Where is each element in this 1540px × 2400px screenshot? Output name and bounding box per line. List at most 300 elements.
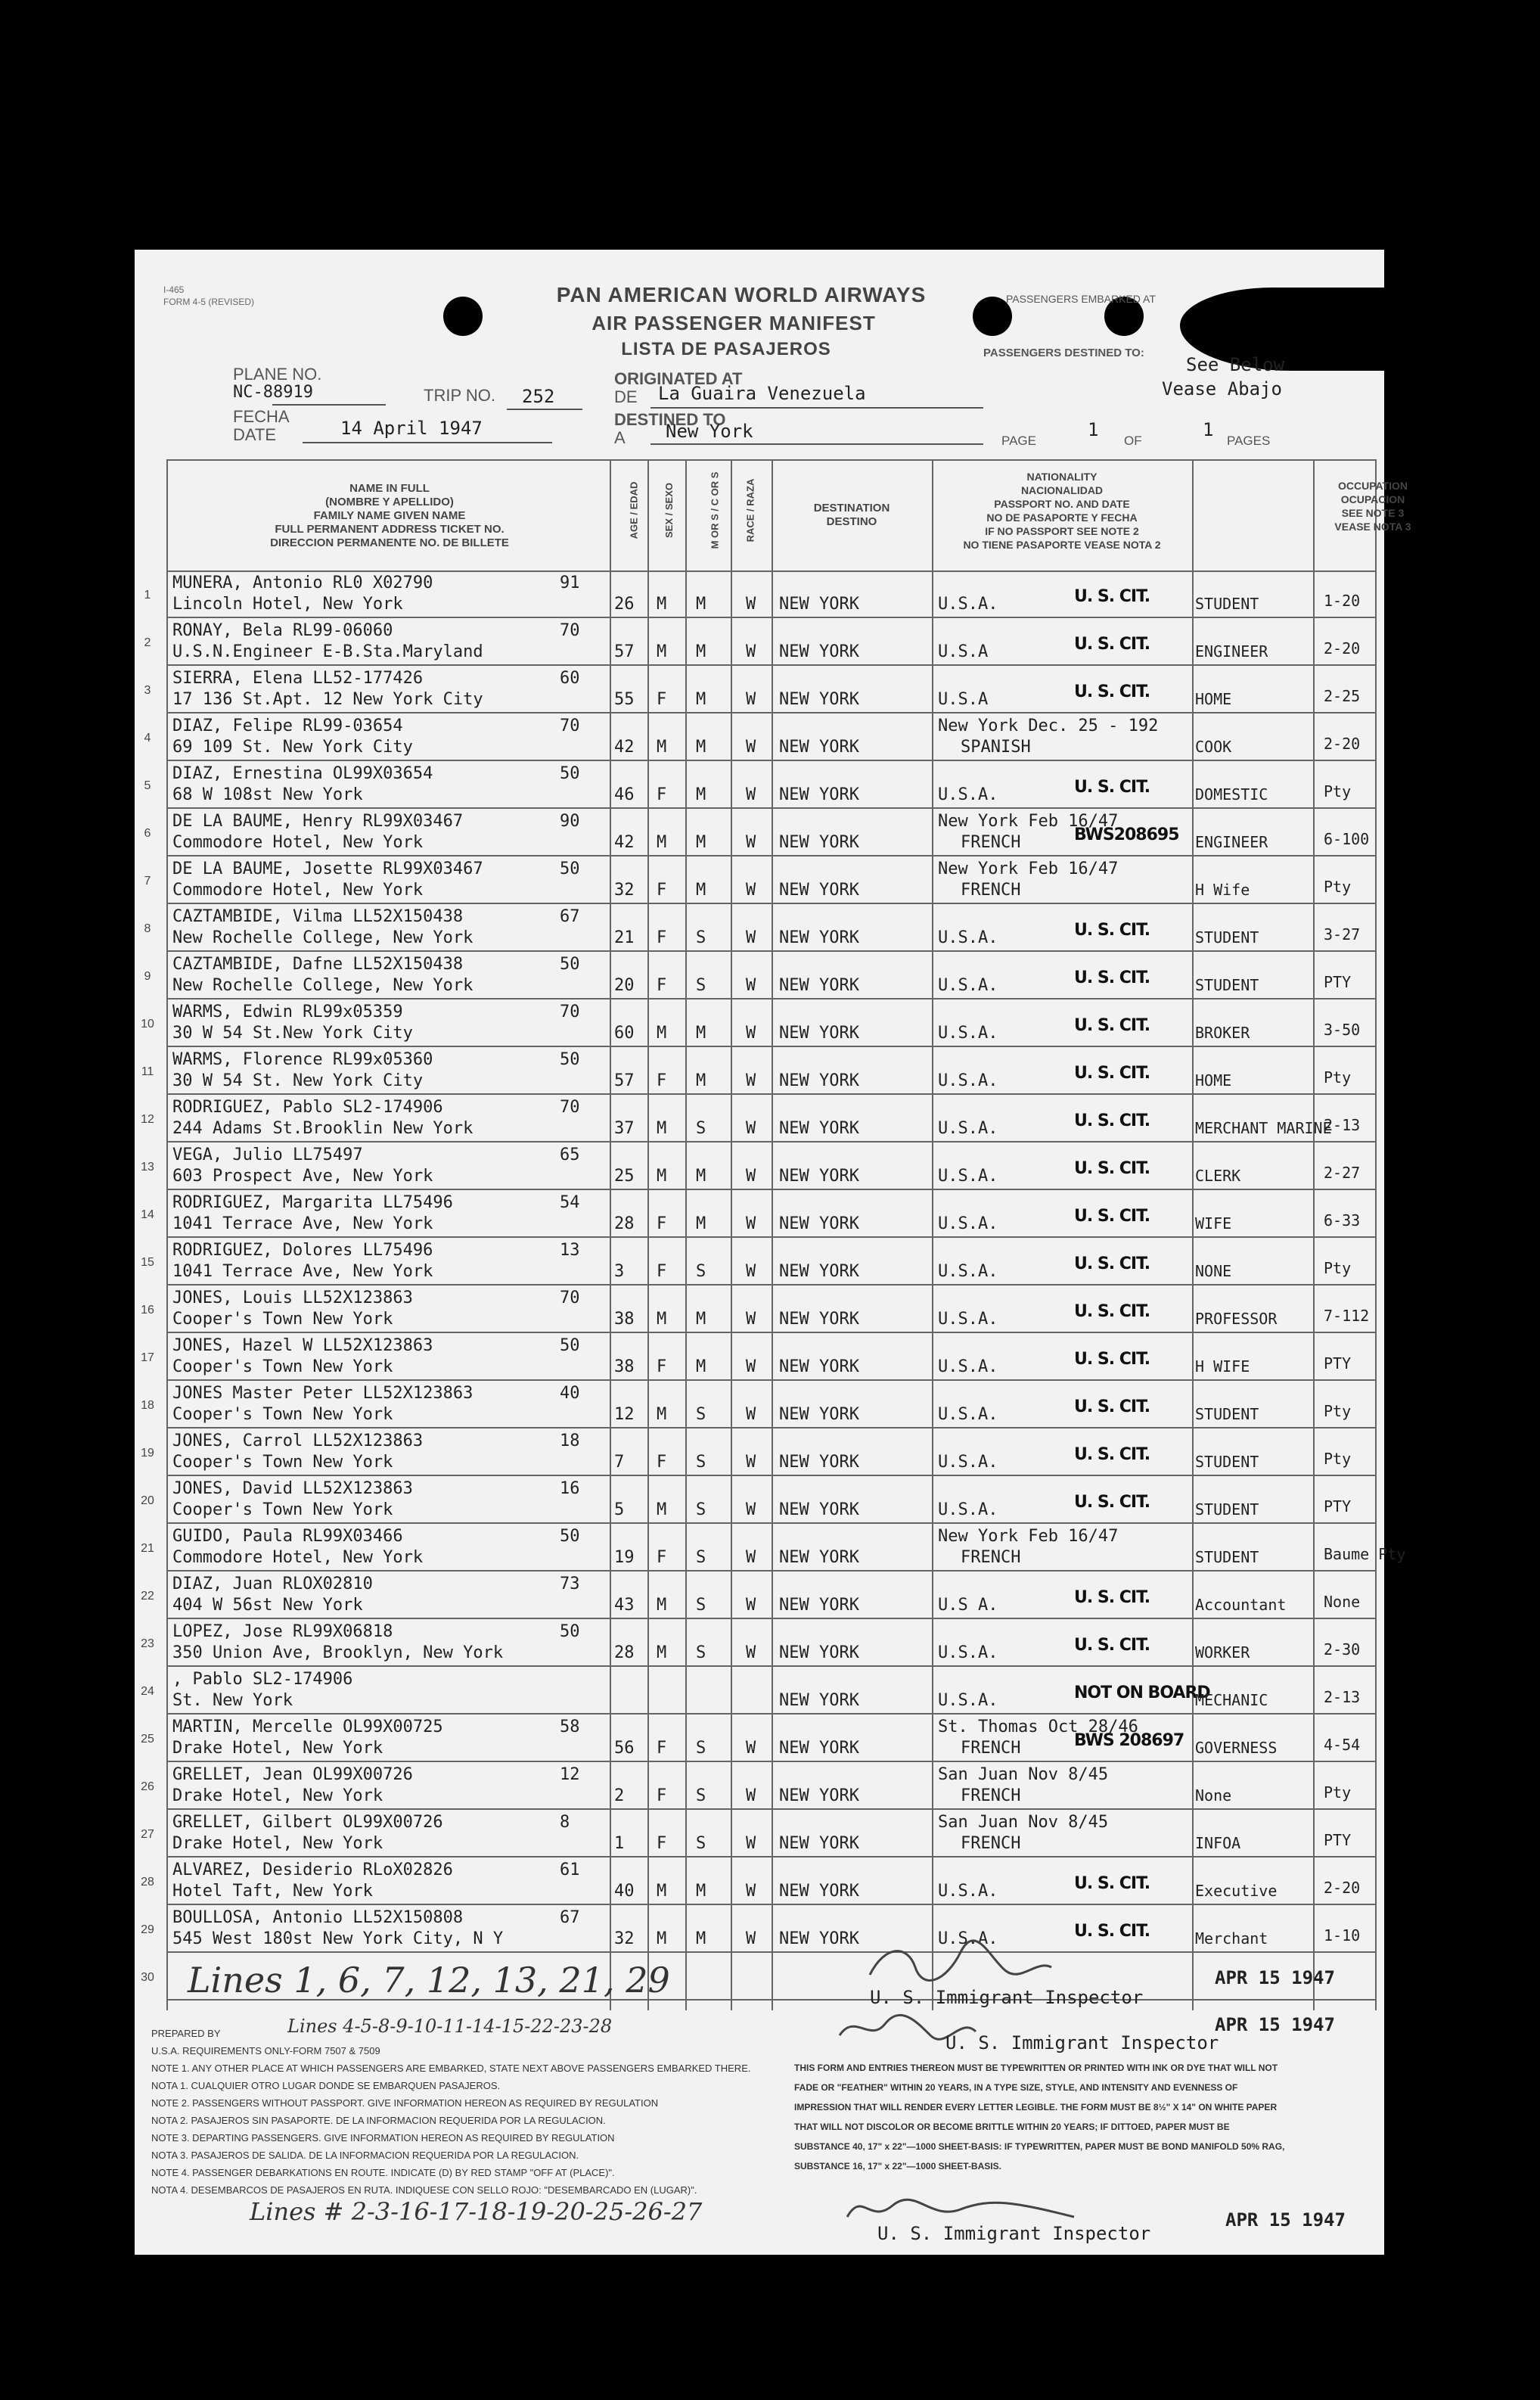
table-row: [144, 952, 1377, 999]
cell-ticket: 90: [560, 812, 580, 831]
cell-sex: F: [657, 1262, 667, 1281]
cell-nat: U.S.A.: [938, 1643, 998, 1662]
cell-occ: STUDENT: [1195, 1548, 1259, 1566]
table-row: [144, 761, 1377, 809]
cell-age: 57: [614, 1071, 635, 1090]
cell-nat: New York Feb 16/47: [938, 1527, 1119, 1546]
cell-nat: U.S A.: [938, 1596, 998, 1615]
cell-ticket: 73: [560, 1575, 580, 1593]
inspector-signature: [862, 1937, 1059, 1990]
table-row: [141, 1381, 1377, 1428]
cell-dest: NEW YORK: [779, 785, 859, 804]
cell-name: DIAZ, Felipe RL99-03654: [172, 717, 403, 735]
destined-value: New York: [666, 421, 753, 442]
cell-name: RODRIGUEZ, Pablo SL2-174906: [172, 1098, 443, 1117]
cell-ticket: 91: [560, 574, 580, 592]
cell-occ: H Wife: [1195, 881, 1250, 899]
cell-occ: NONE: [1195, 1262, 1232, 1280]
cell-name: DE LA BAUME, Henry RL99X03467: [172, 812, 464, 831]
cell-age: 28: [614, 1214, 635, 1233]
page-label: PAGE: [1001, 434, 1036, 448]
cell-race: W: [746, 1453, 756, 1472]
cell-occ: STUDENT: [1195, 976, 1259, 994]
table-row: [141, 1524, 1406, 1572]
cell-sex: F: [657, 881, 667, 900]
table-row: [141, 1095, 1377, 1142]
pages-value: 1: [1203, 419, 1214, 440]
cell-race: W: [746, 738, 756, 757]
cell-stamp: U. S. CIT.: [1074, 1207, 1150, 1226]
cell-age: 38: [614, 1310, 635, 1329]
cell-sex: M: [657, 1167, 667, 1186]
cell-age: 38: [614, 1357, 635, 1376]
cell-name: GUIDO, Paula RL99X03466: [172, 1527, 403, 1546]
table-row: [141, 1476, 1377, 1524]
cell-addr: Commodore Hotel, New York: [172, 1548, 424, 1567]
cell-nat: U.S.A.: [938, 928, 998, 947]
cell-sex: M: [657, 1119, 667, 1138]
cell-bag: Pty: [1324, 1068, 1352, 1087]
cell-stamp: BWS208695: [1074, 825, 1179, 844]
destined-to-label: DESTINED TO: [614, 410, 726, 429]
cell-bag: Pty: [1324, 1259, 1352, 1277]
cell-stamp: U. S. CIT.: [1074, 1445, 1150, 1464]
table-row: [144, 618, 1377, 666]
cell-ticket: 18: [560, 1432, 580, 1450]
de-label: DE: [614, 387, 638, 406]
cell-stamp: U. S. CIT.: [1074, 1636, 1150, 1655]
cell-bag: 2-27: [1324, 1164, 1361, 1182]
cell-age: 20: [614, 976, 635, 995]
cell-age: 57: [614, 642, 635, 661]
cell-age: 32: [614, 1929, 635, 1948]
cell-race: W: [746, 785, 756, 804]
cell-bag: 2-25: [1324, 687, 1361, 705]
cell-name: JONES, Hazel W LL52X123863: [172, 1336, 433, 1355]
cell-race: W: [746, 1882, 756, 1901]
cell-dest: NEW YORK: [779, 738, 859, 757]
cell-ms: S: [696, 1119, 706, 1138]
cell-race: W: [746, 1024, 756, 1043]
cell-occ: HOME: [1195, 690, 1232, 708]
cell-occ: Executive: [1195, 1882, 1278, 1900]
cell-stamp: U. S. CIT.: [1074, 587, 1150, 606]
row-number: 13: [141, 1161, 154, 1174]
cell-sex: M: [657, 1024, 667, 1043]
cell-sex: F: [657, 1453, 667, 1472]
table-row: [141, 1858, 1377, 1905]
cell-stamp: U. S. CIT.: [1074, 968, 1150, 987]
cell-dest: NEW YORK: [779, 1405, 859, 1424]
cell-occ: Merchant: [1195, 1929, 1268, 1948]
table-row: [141, 999, 1377, 1047]
table-row: [141, 1047, 1377, 1095]
cell-bag: Pty: [1324, 1450, 1352, 1468]
note-1: NOTE 1. ANY OTHER PLACE AT WHICH PASSENGERS ARE EMBARKED, STATE NEXT ABOVE PASSENGERS EMBARKED THERE.: [151, 2063, 751, 2074]
cell-age: 26: [614, 595, 635, 614]
cell-race: W: [746, 1834, 756, 1853]
cell-dest: NEW YORK: [779, 1739, 859, 1758]
cell-sex: F: [657, 1214, 667, 1233]
row-number: 9: [144, 970, 151, 983]
cell-occ: MERCHANT MARINE: [1195, 1119, 1332, 1137]
cell-addr: St. New York: [172, 1691, 293, 1710]
cell-age: 60: [614, 1024, 635, 1043]
cell-dest: NEW YORK: [779, 1548, 859, 1567]
row-number: 28: [141, 1876, 154, 1889]
cell-dest: NEW YORK: [779, 642, 859, 661]
cell-ms: S: [696, 1405, 706, 1424]
col-marital-header: M OR S / C OR S: [709, 471, 721, 549]
cell-ticket: 50: [560, 1622, 580, 1641]
cell-nat: San Juan Nov 8/45: [938, 1765, 1109, 1784]
cell-addr: Cooper's Town New York: [172, 1310, 393, 1329]
cell-race: W: [746, 1167, 756, 1186]
cell-age: 5: [614, 1500, 625, 1519]
col-occupation-header: OCCUPATION OCUPACION SEE NOTE 3 VEASE NOTA 3: [1334, 480, 1411, 533]
row-number: 10: [141, 1018, 154, 1031]
cell-sex: F: [657, 1071, 667, 1090]
cell-stamp: U. S. CIT.: [1074, 1493, 1150, 1512]
trip-value: 252: [522, 386, 555, 407]
table-row: [141, 1667, 1377, 1715]
cell-sex: F: [657, 1739, 667, 1758]
cell-nat: U.S.A.: [938, 1357, 998, 1376]
cell-nat: New York Feb 16/47: [938, 860, 1119, 878]
cell-occ: GOVERNESS: [1195, 1739, 1278, 1757]
cell-race: W: [746, 1262, 756, 1281]
cell-sex: M: [657, 833, 667, 852]
cell-occ: WIFE: [1195, 1214, 1232, 1233]
cell-stamp: U. S. CIT.: [1074, 1159, 1150, 1178]
col-sex-header: SEX / SEXO: [663, 483, 675, 538]
cell-stamp: U. S. CIT.: [1074, 1874, 1150, 1893]
cell-ticket: 70: [560, 1098, 580, 1117]
cell-race: W: [746, 642, 756, 661]
row-number: 3: [144, 684, 151, 697]
cell-occ: CLERK: [1195, 1167, 1241, 1185]
cell-ticket: 67: [560, 907, 580, 926]
row-number: 17: [141, 1351, 154, 1364]
cell-name: WARMS, Florence RL99x05360: [172, 1050, 433, 1069]
airline-name: PAN AMERICAN WORLD AIRWAYS: [556, 283, 927, 306]
cell-dest: NEW YORK: [779, 1167, 859, 1186]
notes-block: [151, 2025, 787, 2199]
cell-ticket: 61: [560, 1861, 580, 1879]
cell-dest: NEW YORK: [779, 690, 859, 709]
cell-age: 2: [614, 1786, 625, 1805]
cell-sex: M: [657, 1405, 667, 1424]
cell-age: 21: [614, 928, 635, 947]
cell-ticket: 50: [560, 764, 580, 783]
cell-age: 32: [614, 881, 635, 900]
cell-nat: U.S.A.: [938, 595, 998, 614]
cell-occ: COOK: [1195, 738, 1232, 756]
cell-age: 12: [614, 1405, 635, 1424]
cell-nat: U.S.A.: [938, 1882, 998, 1901]
cell-occ: HOME: [1195, 1071, 1232, 1090]
cell-ticket: 13: [560, 1241, 580, 1260]
cell-ticket: 70: [560, 621, 580, 640]
cell-name: RODRIGUEZ, Margarita LL75496: [172, 1193, 453, 1212]
cell-age: 1: [614, 1834, 625, 1853]
cell-age: 43: [614, 1596, 635, 1615]
cell-dest: NEW YORK: [779, 1310, 859, 1329]
date-stamp-1: APR 15 1947: [1215, 1967, 1335, 1988]
cell-dest: NEW YORK: [779, 1024, 859, 1043]
date-stamp-2: APR 15 1947: [1215, 2014, 1335, 2035]
cell-dest: NEW YORK: [779, 1119, 859, 1138]
cell-addr: Cooper's Town New York: [172, 1453, 393, 1472]
cell-dest: NEW YORK: [779, 1929, 859, 1948]
cell-ticket: 65: [560, 1146, 580, 1164]
cell-bag: 3-27: [1324, 925, 1361, 944]
cell-sex: M: [657, 738, 667, 757]
embarked-label: PASSENGERS EMBARKED AT: [1006, 293, 1156, 305]
cell-stamp: U. S. CIT.: [1074, 1922, 1150, 1941]
cell-stamp: U. S. CIT.: [1074, 1350, 1150, 1369]
table-row: [141, 1142, 1377, 1190]
cell-addr: 1041 Terrace Ave, New York: [172, 1262, 433, 1281]
cell-ms: M: [696, 595, 706, 614]
cell-occ: STUDENT: [1195, 595, 1259, 613]
cell-bag: 6-100: [1324, 830, 1370, 848]
cell-stamp: BWS 208697: [1074, 1731, 1184, 1750]
destined-label: PASSENGERS DESTINED TO:: [983, 347, 1144, 359]
cell-nat: U.S.A.: [938, 1405, 998, 1424]
cell-ticket: 12: [560, 1765, 580, 1784]
cell-race: W: [746, 1071, 756, 1090]
row-number: 15: [141, 1256, 154, 1269]
cell-addr: Drake Hotel, New York: [172, 1834, 383, 1853]
cell-stamp: U. S. CIT.: [1074, 1254, 1150, 1273]
cell-race: W: [746, 1119, 756, 1138]
cell-bag: Pty: [1324, 1783, 1352, 1802]
cell-addr: 17 136 St.Apt. 12 New York City: [172, 690, 483, 709]
cell-race: W: [746, 1548, 756, 1567]
cell-addr: 404 W 56st New York: [172, 1596, 363, 1615]
cell-dest: NEW YORK: [779, 1691, 859, 1710]
cell-age: 3: [614, 1262, 625, 1281]
col-nationality-header: NATIONALITY NACIONALIDAD PASSPORT NO. AND DATE NO DE PASAPORTE Y FECHA IF NO PASSPORT SEE NOTE 2 NO TIENE PASAPORTE VEASE NOTA 2: [963, 471, 1161, 551]
cell-bag: 6-33: [1324, 1211, 1361, 1230]
cell-nat: U.S.A.: [938, 1167, 998, 1186]
cell-name: GRELLET, Gilbert OL99X00726: [172, 1813, 443, 1832]
cell-stamp: NOT ON BOARD: [1074, 1683, 1210, 1702]
cell-addr: 30 W 54 St. New York City: [172, 1071, 424, 1090]
cell-nat: New York Feb 16/47: [938, 812, 1119, 831]
cell-sex: F: [657, 690, 667, 709]
cell-stamp: U. S. CIT.: [1074, 1016, 1150, 1035]
cell-ms: S: [696, 1834, 706, 1853]
originated-value: La Guaira Venezuela: [658, 383, 866, 404]
cell-occ: STUDENT: [1195, 1453, 1259, 1471]
cell-dest: NEW YORK: [779, 1357, 859, 1376]
cell-dest: NEW YORK: [779, 1262, 859, 1281]
cell-ms: S: [696, 928, 706, 947]
nota-4: NOTA 4. DESEMBARCOS DE PASAJEROS EN RUTA. INDIQUESE CON SELLO ROJO: "DESEMBARCADO EN (LUGAR)".: [151, 2184, 697, 2196]
cell-age: 56: [614, 1739, 635, 1758]
cell-ticket: 16: [560, 1479, 580, 1498]
cell-bag: 2-13: [1324, 1116, 1361, 1134]
cell-occ: Accountant: [1195, 1596, 1287, 1614]
date-label: DATE: [233, 425, 277, 444]
cell-nat: U.S.A.: [938, 1214, 998, 1233]
col-race-header: RACE / RAZA: [744, 478, 756, 542]
cell-age: 28: [614, 1643, 635, 1662]
cell-ms: S: [696, 1500, 706, 1519]
cell-sex: F: [657, 1834, 667, 1853]
cell-name: WARMS, Edwin RL99x05359: [172, 1003, 403, 1021]
cell-name: DIAZ, Ernestina OL99X03654: [172, 764, 433, 783]
cell-stamp: U. S. CIT.: [1074, 682, 1150, 701]
cell-occ: MECHANIC: [1195, 1691, 1268, 1709]
cell-sex: F: [657, 785, 667, 804]
cell-addr: Drake Hotel, New York: [172, 1739, 383, 1758]
cell-age: 42: [614, 833, 635, 852]
cell-ticket: 70: [560, 1003, 580, 1021]
cell-name: CAZTAMBIDE, Vilma LL52X150438: [172, 907, 464, 926]
cell-name: JONES, David LL52X123863: [172, 1479, 413, 1498]
cell-addr: 244 Adams St.Brooklin New York: [172, 1119, 473, 1138]
row-number: 20: [141, 1494, 154, 1507]
cell-nat: U.S.A: [938, 690, 989, 709]
cell-sex: M: [657, 642, 667, 661]
col-name-header: NAME IN FULL (NOMBRE Y APELLIDO) FAMILY NAME GIVEN NAME FULL PERMANENT ADDRESS TICKET NO. DIRECCION PERMANENTE NO. DE BILLETE: [270, 482, 509, 549]
row-number: 27: [141, 1828, 154, 1841]
cell-race: W: [746, 690, 756, 709]
row-number: 21: [141, 1542, 154, 1555]
cell-bag: 1-20: [1324, 592, 1361, 610]
cell-ms: M: [696, 1929, 706, 1948]
cell-race: W: [746, 1357, 756, 1376]
cell-age: 46: [614, 785, 635, 804]
cell-ticket: 40: [560, 1384, 580, 1403]
cell-name: ALVAREZ, Desiderio RLoX02826: [172, 1861, 453, 1879]
plane-value: NC-88919: [233, 383, 313, 402]
cell-race: W: [746, 881, 756, 900]
cell-ticket: 8: [560, 1813, 570, 1832]
cell-dest: NEW YORK: [779, 1500, 859, 1519]
cell-age: 37: [614, 1119, 635, 1138]
cell-age: 25: [614, 1167, 635, 1186]
form-instructions: THIS FORM AND ENTRIES THEREON MUST BE TYPEWRITTEN OR PRINTED WITH INK OR DYE THAT WILL NOT FADE OR "FEATHER" WITHIN 20 YEARS, IN A TYPE SIZE, STYLE, AND INTENSITY AND EVENNESS OF IMPRESSION THAT WILL RENDER EVERY LETTER LEGIBLE. THE FORM MUST BE 8½" X 14" ON WHITE PAPER THAT WILL NOT DISCOLOR OR BECOME BRITTLE WITHIN 20 YEARS; IF DITTOED, PAPER MUST BE SUBSTANCE 40, 17" x 22"—1000 SHEET-BASIS: IF TYPEWRITTEN, PAPER MUST BE BOND MANIFOLD 50% RAG, SUBSTANCE 16, 17" x 22"—1000 SHEET-BASIS.: [794, 2063, 1285, 2172]
table-row: [144, 904, 1377, 952]
row-number: 25: [141, 1733, 154, 1746]
cell-ms: M: [696, 833, 706, 852]
cell-nat: San Juan Nov 8/45: [938, 1813, 1109, 1832]
cell-age: 55: [614, 690, 635, 709]
cell-race: W: [746, 976, 756, 995]
cell-occ: H WIFE: [1195, 1357, 1250, 1376]
cell-addr: 69 109 St. New York City: [172, 738, 413, 757]
punch-hole: [443, 297, 483, 336]
date-stamp-3: APR 15 1947: [1225, 2209, 1346, 2231]
cell-nat2: FRENCH: [961, 1834, 1021, 1853]
of-label: OF: [1124, 434, 1142, 448]
cell-stamp: U. S. CIT.: [1074, 635, 1150, 654]
cell-name: LOPEZ, Jose RL99X06818: [172, 1622, 393, 1641]
cell-ms: M: [696, 738, 706, 757]
cell-stamp: U. S. CIT.: [1074, 921, 1150, 940]
prepared-by: PREPARED BY: [151, 2028, 221, 2039]
cell-dest: NEW YORK: [779, 1214, 859, 1233]
cell-ms: M: [696, 785, 706, 804]
cell-sex: M: [657, 1500, 667, 1519]
cell-dest: NEW YORK: [779, 1786, 859, 1805]
cell-dest: NEW YORK: [779, 1834, 859, 1853]
cell-name: RONAY, Bela RL99-06060: [172, 621, 393, 640]
table-row: [141, 1905, 1377, 1953]
cell-sex: M: [657, 1929, 667, 1948]
cell-race: W: [746, 1929, 756, 1948]
cell-addr: Cooper's Town New York: [172, 1357, 393, 1376]
table-row: [144, 713, 1377, 761]
cell-bag: 1-10: [1324, 1926, 1361, 1945]
cell-name: RODRIGUEZ, Dolores LL75496: [172, 1241, 433, 1260]
fecha-label: FECHA: [233, 407, 290, 426]
row-number: 2: [144, 636, 151, 649]
row-number: 23: [141, 1637, 154, 1650]
inspector-label-3: U. S. Immigrant Inspector: [877, 2223, 1151, 2244]
cell-race: W: [746, 595, 756, 614]
cell-dest: NEW YORK: [779, 1453, 859, 1472]
cell-name: VEGA, Julio LL75497: [172, 1146, 363, 1164]
cell-ms: S: [696, 1786, 706, 1805]
cell-addr: Drake Hotel, New York: [172, 1786, 383, 1805]
cell-name: , Pablo SL2-174906: [172, 1670, 353, 1689]
cell-bag: 2-20: [1324, 1879, 1361, 1897]
cell-sex: M: [657, 1882, 667, 1901]
cell-sex: F: [657, 1786, 667, 1805]
cell-bag: Pty: [1324, 1402, 1352, 1420]
cell-sex: M: [657, 1643, 667, 1662]
cell-ms: M: [696, 1024, 706, 1043]
cell-dest: NEW YORK: [779, 1596, 859, 1615]
cell-ticket: 50: [560, 860, 580, 878]
cell-nat2: FRENCH: [961, 1739, 1021, 1758]
cell-bag: None: [1324, 1593, 1361, 1611]
cell-age: 7: [614, 1453, 625, 1472]
cell-dest: NEW YORK: [779, 1071, 859, 1090]
cell-race: W: [746, 1643, 756, 1662]
row-number: 5: [144, 779, 151, 792]
cell-bag: 2-30: [1324, 1640, 1361, 1659]
cell-name: DE LA BAUME, Josette RL99X03467: [172, 860, 483, 878]
cell-addr: Commodore Hotel, New York: [172, 833, 424, 852]
cell-occ: ENGINEER: [1195, 642, 1268, 661]
cell-ms: S: [696, 1643, 706, 1662]
cell-race: W: [746, 833, 756, 852]
cell-addr: New Rochelle College, New York: [172, 928, 473, 947]
manifest-table: [141, 459, 1411, 2010]
cell-sex: F: [657, 928, 667, 947]
cell-bag: PTY: [1324, 1831, 1352, 1849]
cell-addr: 350 Union Ave, Brooklyn, New York: [172, 1643, 504, 1662]
cell-addr: 545 West 180st New York City, N Y: [172, 1929, 504, 1948]
originated-label: ORIGINATED AT: [614, 369, 743, 388]
row-number: 22: [141, 1590, 154, 1603]
cell-occ: INFOA: [1195, 1834, 1241, 1852]
cell-addr: 1041 Terrace Ave, New York: [172, 1214, 433, 1233]
cell-nat: U.S.A.: [938, 1262, 998, 1281]
destined-see-below: See Below: [1186, 354, 1285, 375]
cell-nat: U.S.A: [938, 642, 989, 661]
cell-bag: Baume Pty: [1324, 1545, 1406, 1563]
cell-bag: 3-50: [1324, 1021, 1361, 1039]
table-row: [141, 1285, 1377, 1333]
cell-occ: ENGINEER: [1195, 833, 1268, 851]
